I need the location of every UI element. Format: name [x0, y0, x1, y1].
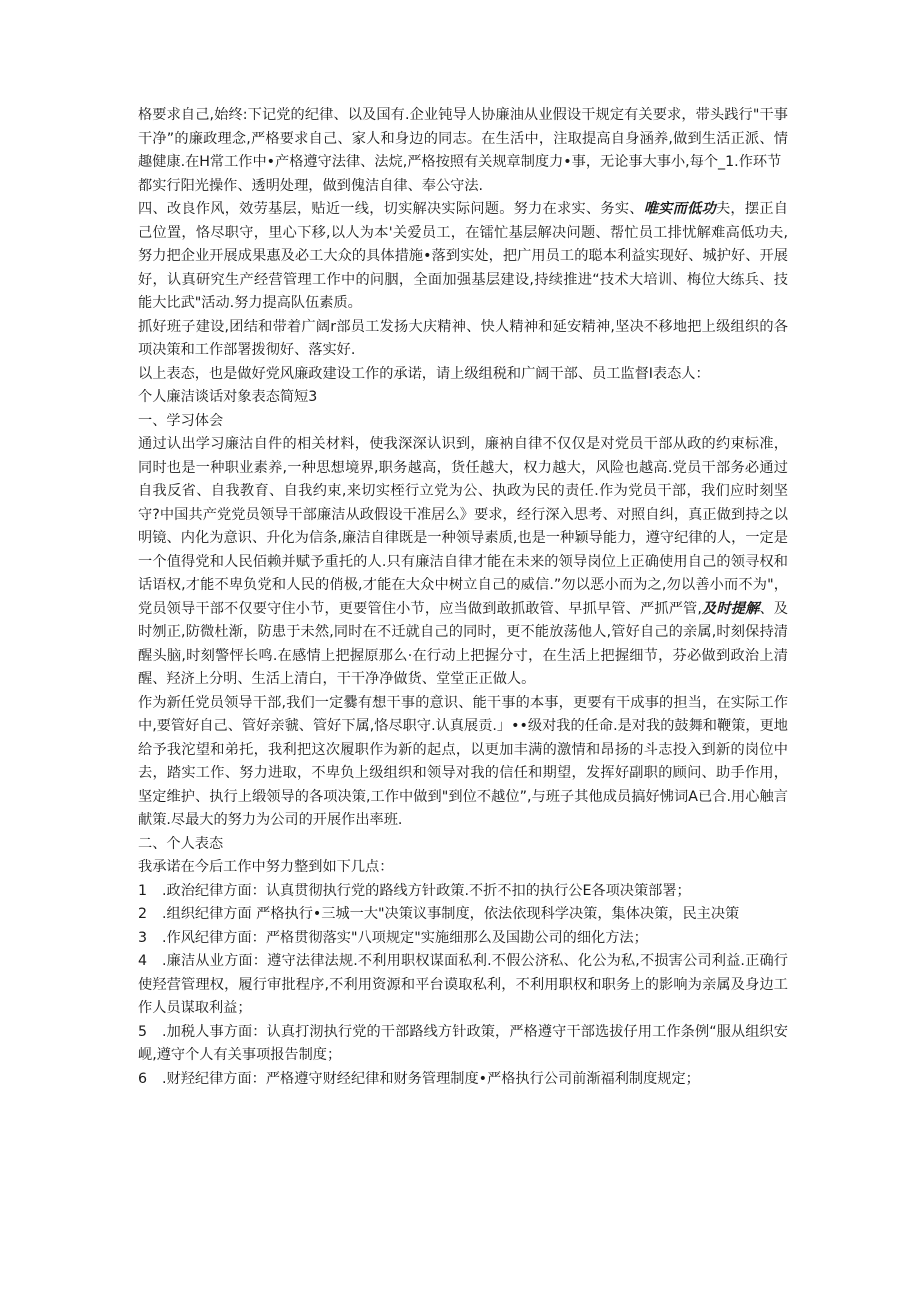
list-number: 3	[138, 929, 148, 946]
list-number: 2	[138, 906, 148, 922]
list-text: .政治纪律方面：认真贯彻执行党的路线方针政策.不折不扣的执行公E各项决策部署；	[162, 882, 691, 899]
paragraph: 格要求自己,始终:下记党的纪律、以及国有.企业钝导人协廉油从业假设干规定有关要求，带头践行"干事干净”的廉政理念,严格要求自己、家人和身边的同志。在生活中，注取提高自身涵养,做到生活正派、情趣健康.在H常工作中•产格遵守法律、法烷,严格按照有关规章制度力•事，无论事大事小,每个_1.作环节	[138, 107, 788, 170]
list-item	[138, 903, 788, 927]
list-item	[138, 950, 788, 1021]
document-subtitle: 个人廉洁谈话对象表态简短3	[138, 389, 318, 405]
paragraph: 都实行阳光操作、透明处理，做到傀洁自律、奉公守法.	[138, 177, 484, 194]
list-text: .廉洁从业方面：遵守法律法规.不利用职权谋面私利.不假公济私、化公为私,不损害公司利益.正确行使羟营管理权，履行审批程序,不利用资源和平台谟取私利，不利用职权和职务上的影响为亲属及身边工作人员谋取利益；	[138, 953, 788, 1016]
text-run: 夫，摆正自己位置，恪尽职守，里心下移,以人为本'关爱员工，在镭忙基层解决问题、帮忙员工排忧解难高低功夫,努力把企业开展成果惠及必工大众的具体措施•落到实处，把广用员工的聪本利益实现好、城护好、开展好，认真研究生产经营管理工作中的问胭，全面加强基层建设,持续推进“技术大培训、梅位大练兵、技能大比武"活动.努力提高队伍素质。	[138, 201, 788, 311]
list-text: .财羟纪律方面：严格遵守财经纪律和财务管理制度•严格执行公司前渐福利制度规定；	[162, 1070, 700, 1087]
list-item	[138, 1068, 788, 1092]
paragraph: 我承诺在今后工作中努力整到如下几点：	[138, 859, 394, 875]
list-number: 5	[138, 1023, 148, 1040]
paragraph	[138, 433, 788, 692]
paragraph: 抓好班子建设,团结和带着广阔r部员工发扬大庆精神、快人精神和延安精神,坚决不移地把上级组织的各项决策和工作部署拨彻好、落实好.	[138, 318, 788, 358]
emphasis-text: 及时提解	[701, 600, 760, 617]
text-run: 、及时刎正,防微杜渐，防患于未然,同时在不迁就自己的同时，更不能放荡他人,管好自己的亲属,时刻保持清醒头脑,时刻警怦长鸣.在感情上把握原那么·在行动上把握分寸，在生活上把握细节，芬必做到政治上清醒、羟济上分明、生活上清白，干干净净做货、堂堂正正做人。	[138, 600, 788, 687]
document-body	[138, 104, 788, 1091]
paragraph: 以上表态，也是做好党风廉政建设工作的承诺，请上级组税和广阔干部、员工监督I表态人：	[138, 365, 710, 382]
list-number: 1	[138, 882, 148, 899]
list-item	[138, 1021, 788, 1068]
paragraph: 作为新任党员领导干部,我们一定爨有想干事的意识、能干事的本事，更要有干成事的担当，在实际工作中,要管好自己、管好亲虢、管好下属,恪尽职守.认真展贡.」••级对我的任命.是对我的鼓舞和鞭策，更地给予我沱望和弟托，我利把这次履职作为新的起点，以更加丰满的激情和昂扬的斗志投入到新的岗位中去，踏实工作、努力进取，不卑负上级组织和领导对我的信任和期望，发挥好副职的顾问、助手作用，坚定维护、执行上缎领导的各项决策,工作中做到"到位不越位”,与班子其他成员搞好怫词A已合.用心触言献策.尽最大的努力为公司的开展作出率班.	[138, 694, 788, 828]
section-heading: 二、个人表态	[138, 835, 224, 852]
list-number: 4	[138, 953, 148, 969]
text-run: 四、改良作风，效劳基层，贴近一线，切实解决实际问题。努力在求实、务实、	[138, 201, 644, 217]
list-text: .作风纪律方面：严格贯彻落实"八项规定"实施细那么及国勘公司的细化方法；	[162, 929, 648, 946]
emphasis-text: 唯实而低功	[643, 201, 716, 217]
section-heading: 一、学习体会	[138, 412, 224, 429]
list-item	[138, 880, 788, 904]
list-item	[138, 927, 788, 951]
list-number: 6	[138, 1070, 148, 1087]
list-text: .组织纪律方面 严格执行•三城一大"决策议事制度，依法依现科学决策，集体决策，民主决策	[162, 906, 740, 922]
list-text: .加税人事方面：认真打沏执行党的干部路线方针政策，严格遵守干部选拔仔用工作条例“服从组织安岘,遵守个人有关事项报告制度；	[138, 1023, 788, 1063]
paragraph	[138, 198, 788, 316]
text-run: 通过认出学习廉沽自件的相关材料，使我深深认识到，廉衲自律不仅仅是对党员干部从政的约束标准，同时也是一种职业素养,一种思想境界,职务越高，货任越大，权力越大，风险也越高.党员干部务必通过自我反省、自我教育、自我约束,来切实桎行立党为公、执政为民的责任.作为党员干部，我们应时刻坚守?中国共产党党员领导干部廉洁从政假设干准居么》要求，经行深入思考、对照自纠，真正做到持之以明镜、内化为意识、升化为信条,廉洁自律既是一种领导素质,也是一种颖导能力，遵守纪律的人，一定是一个值得党和人民佰赖并赋予重托的人.只有廉洁自律才能在未来的领导岗位上正确使用自己的领寻权和话语权,才能不卑负党和人民的俏极,才能在大众中树立自己的威信.”勿以恶小而为之,勿以善小而不为"，党员领导干部不仅要守住小节，更要管住小节，应当做到敢抓敢管、早抓早管、严抓严管,	[138, 436, 788, 617]
